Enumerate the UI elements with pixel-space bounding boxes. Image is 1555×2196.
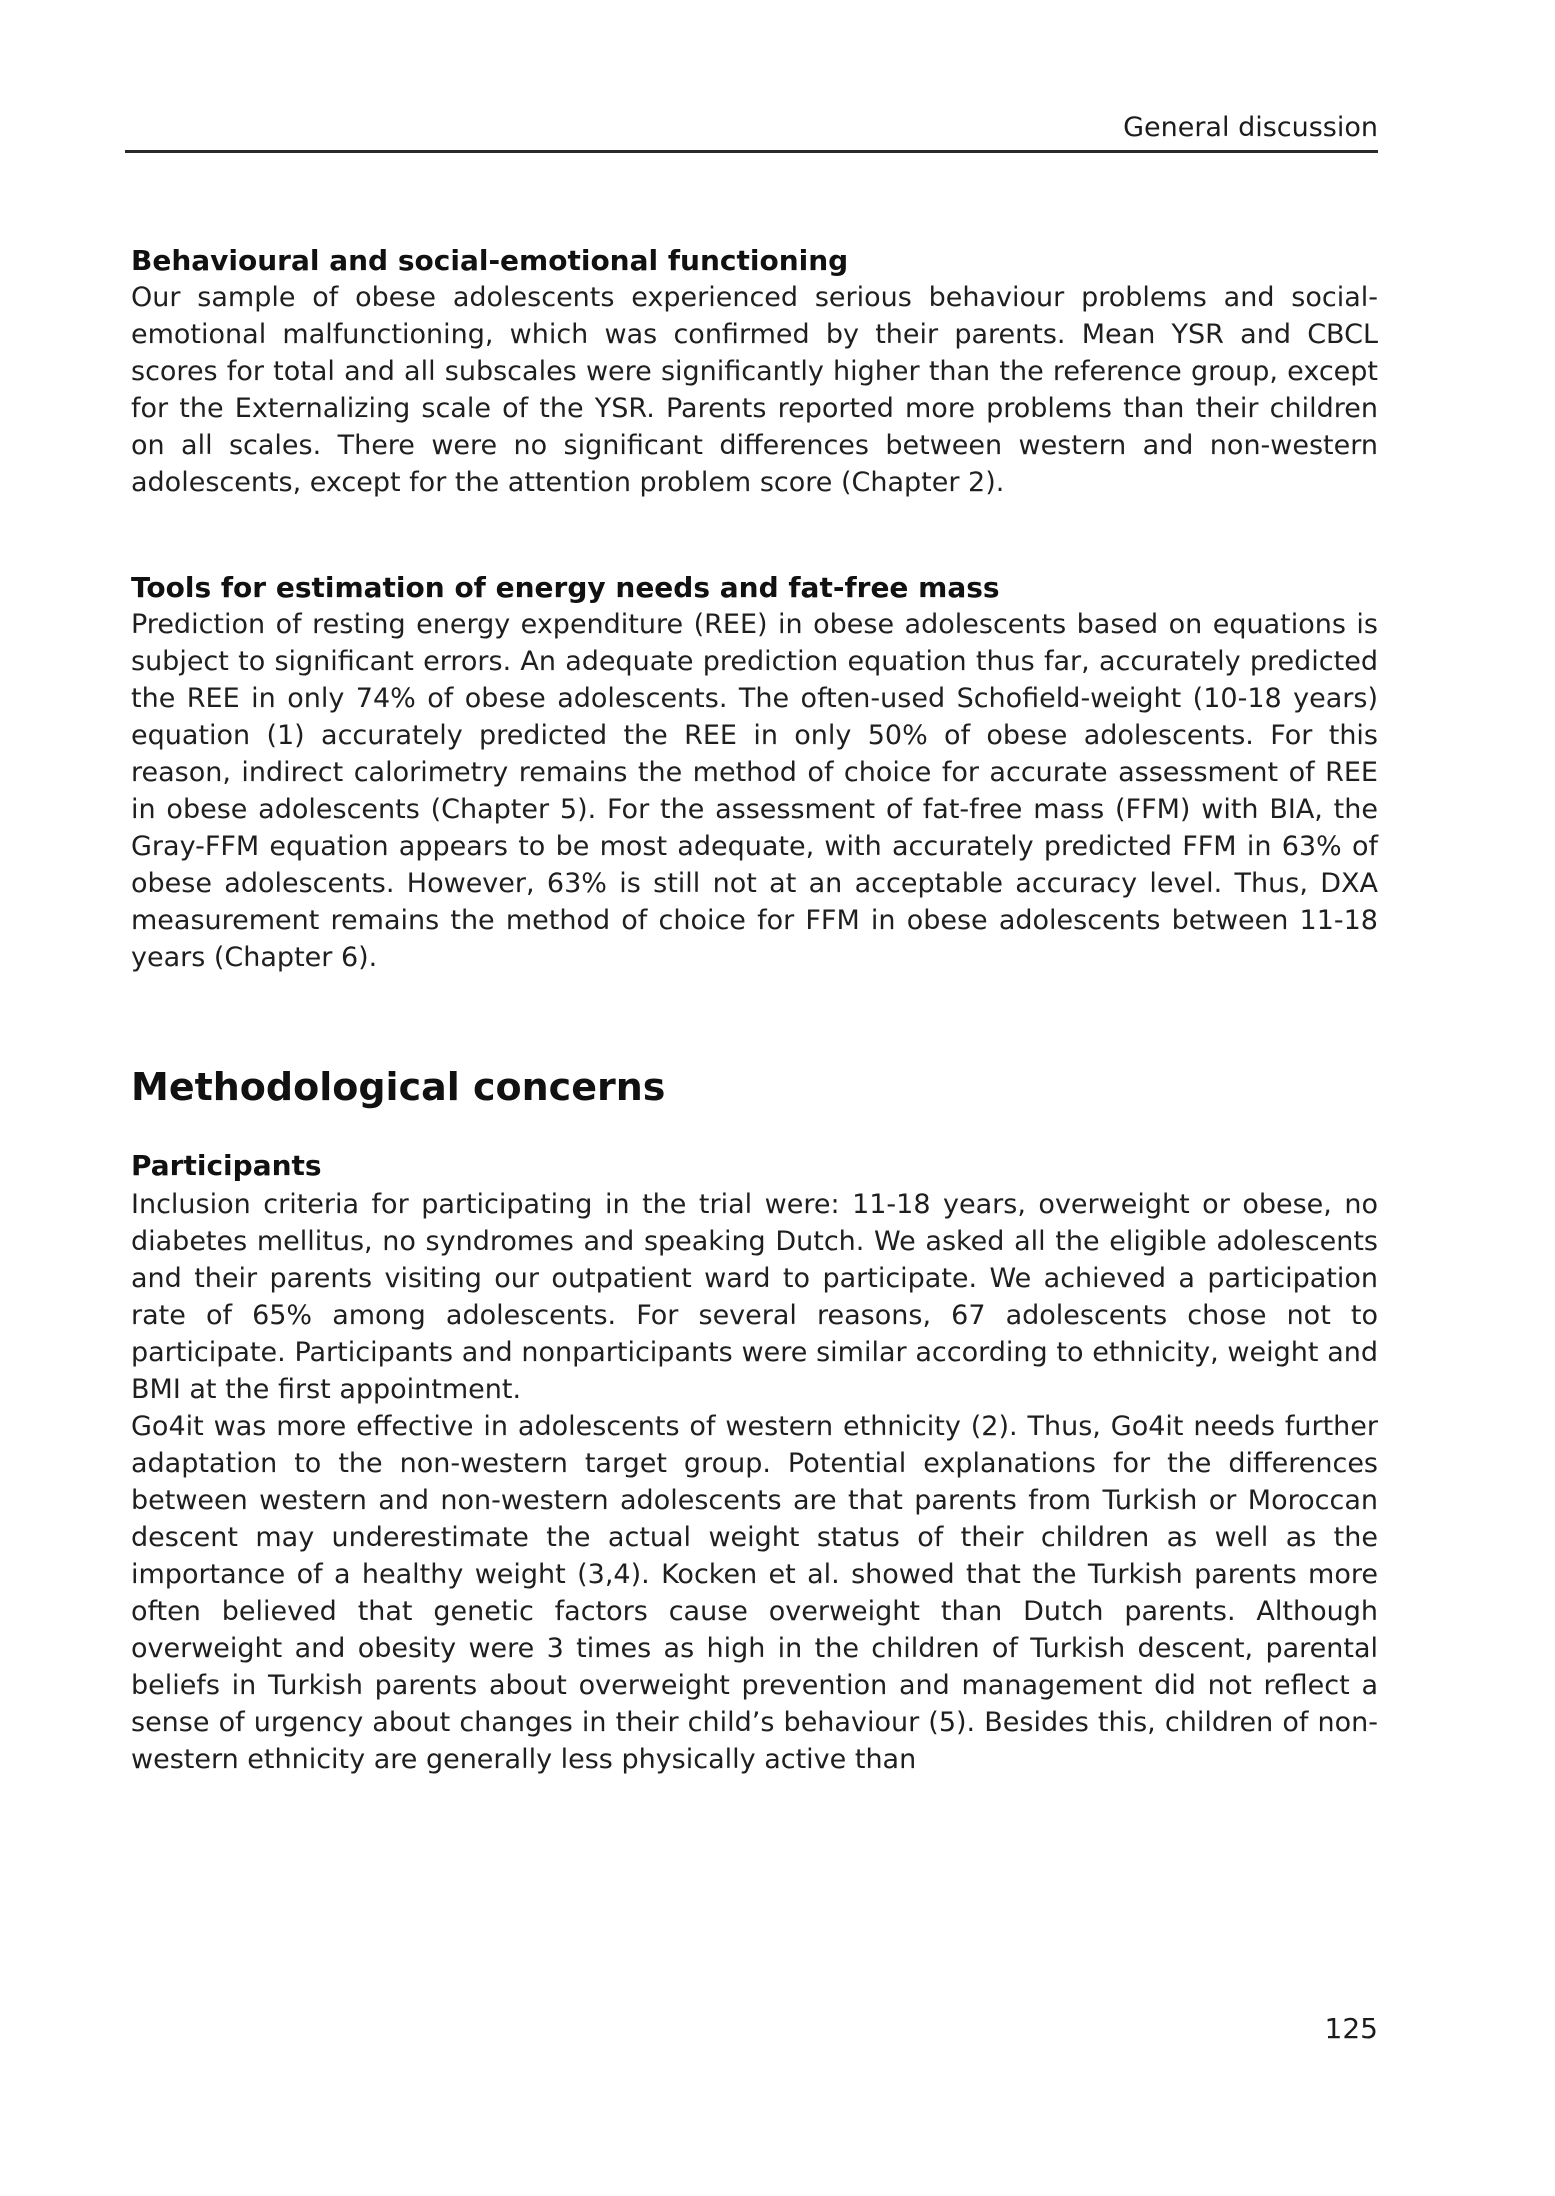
section-heading-behavioural: Behavioural and social-emotional functioning bbox=[131, 244, 849, 277]
participants-paragraph-2: Go4it was more effective in adolescents of western ethnicity (2). Thus, Go4it needs further adaptation to the non-western target group. Potential explanations for the differences between western and non-western adolescents are that parents from Turkish or Moroccan descent may underestimate the actual weight status of their children as well as the importance of a healthy weight (3,4). Kocken et al. showed that the Turkish parents more often believed that genetic factors cause overweight than Dutch parents. Although overweight and obesity were 3 times as high in the children of Turkish descent, parental beliefs in Turkish parents about overweight prevention and management did not reflect a sense of urgency about changes in their child’s behaviour (5). Besides this, children of non-western ethnicity are generally less physically active than bbox=[131, 1411, 1378, 1775]
page-content bbox=[131, 150, 1378, 1778]
section-heading-tools: Tools for estimation of energy needs and fat-free mass bbox=[131, 571, 1000, 604]
section-paragraph-behavioural: Our sample of obese adolescents experienced serious behaviour problems and social-emotional malfunctioning, which was confirmed by their parents. Mean YSR and CBCL scores for total and all subscales were significantly higher than the reference group, except for the Externalizing scale of the YSR. Parents reported more problems than their children on all scales. There were no significant differences between western and non-western adolescents, except for the attention problem score (Chapter 2). bbox=[131, 282, 1378, 498]
running-header bbox=[125, 0, 1378, 153]
running-header-text: General discussion bbox=[1123, 112, 1378, 143]
participants-paragraph-1: Inclusion criteria for participating in the trial were: 11-18 years, overweight or obese, no diabetes mellitus, no syndromes and speaking Dutch. We asked all the eligible adolescents and their parents visiting our outpatient ward to participate. We achieved a participation rate of 65% among adolescents. For several reasons, 67 adolescents chose not to participate. Participants and nonparticipants were similar according to ethnicity, weight and BMI at the first appointment. bbox=[131, 1189, 1378, 1405]
page-number: 125 bbox=[1324, 2012, 1378, 2045]
chapter-heading-methodological-concerns: Methodological concerns bbox=[131, 1065, 666, 1109]
section-paragraph-tools: Prediction of resting energy expenditure (REE) in obese adolescents based on equations is subject to significant errors. An adequate prediction equation thus far, accurately predicted the REE in only 74% of obese adolescents. The often-used Schofield-weight (10-18 years) equation (1) accurately predicted the REE in only 50% of obese adolescents. For this reason, indirect calorimetry remains the method of choice for accurate assessment of REE in obese adolescents (Chapter 5). For the assessment of fat-free mass (FFM) with BIA, the Gray-FFM equation appears to be most adequate, with accurately predicted FFM in 63% of obese adolescents. However, 63% is still not at an acceptable accuracy level. Thus, DXA measurement remains the method of choice for FFM in obese adolescents between 11-18 years (Chapter 6). bbox=[131, 609, 1378, 973]
subsection-heading-participants: Participants bbox=[131, 1149, 322, 1182]
